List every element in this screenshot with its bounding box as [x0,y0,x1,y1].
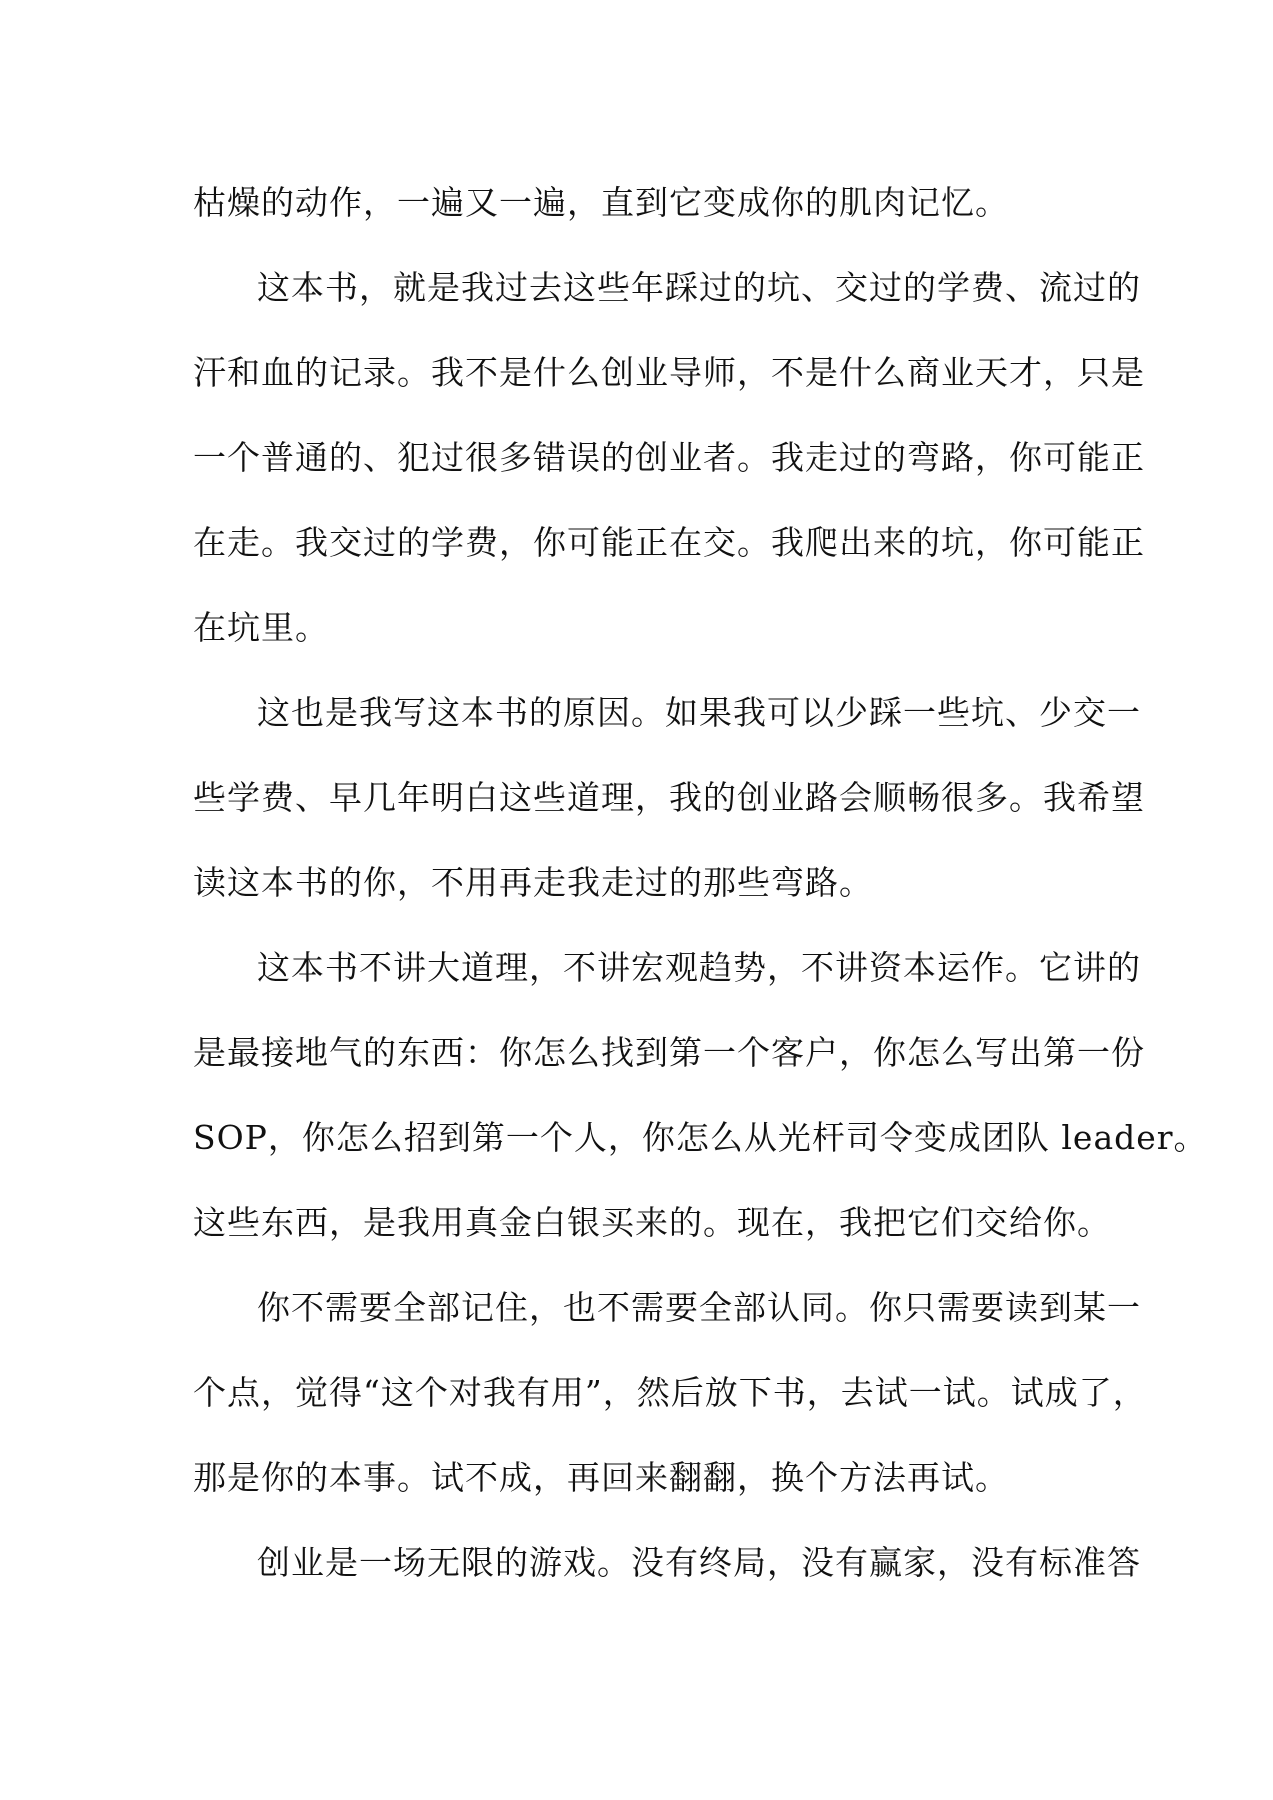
text-line: 是最接地气的东西：你怎么找到第一个客户，你怎么写出第一份 [193,1033,1145,1072]
text-line: 这本书不讲大道理，不讲宏观趋势，不讲资本运作。它讲的 [257,948,1141,987]
text-line: 这也是我写这本书的原因。如果我可以少踩一些坑、少交一 [257,693,1141,732]
text-line: 你不需要全部记住，也不需要全部认同。你只需要读到某一 [257,1288,1141,1327]
text-line: 个点，觉得“这个对我有用”，然后放下书，去试一试。试成了， [193,1373,1147,1412]
body-text [193,160,1208,1605]
text-line: 在走。我交过的学费，你可能正在交。我爬出来的坑，你可能正 [193,523,1145,562]
text-line: 汗和血的记录。我不是什么创业导师，不是什么商业天才，只是 [193,353,1145,392]
text-line: 一个普通的、犯过很多错误的创业者。我走过的弯路，你可能正 [193,438,1145,477]
text-line: 创业是一场无限的游戏。没有终局，没有赢家，没有标准答 [257,1543,1141,1582]
text-line: 读这本书的你，不用再走我走过的那些弯路。 [193,863,873,902]
text-line: 这些东西，是我用真金白银买来的。现在，我把它们交给你。 [193,1203,1111,1242]
text-line: 在坑里。 [193,608,329,647]
text-line: 枯燥的动作，一遍又一遍，直到它变成你的肌肉记忆。 [193,183,1009,222]
text-line: 这本书，就是我过去这些年踩过的坑、交过的学费、流过的 [257,268,1141,307]
text-line: 些学费、早几年明白这些道理，我的创业路会顺畅很多。我希望 [193,778,1145,817]
text-line: SOP，你怎么招到第一个人，你怎么从光杆司令变成团队 leader。 [193,1118,1208,1157]
text-line: 那是你的本事。试不成，再回来翻翻，换个方法再试。 [193,1458,1009,1497]
